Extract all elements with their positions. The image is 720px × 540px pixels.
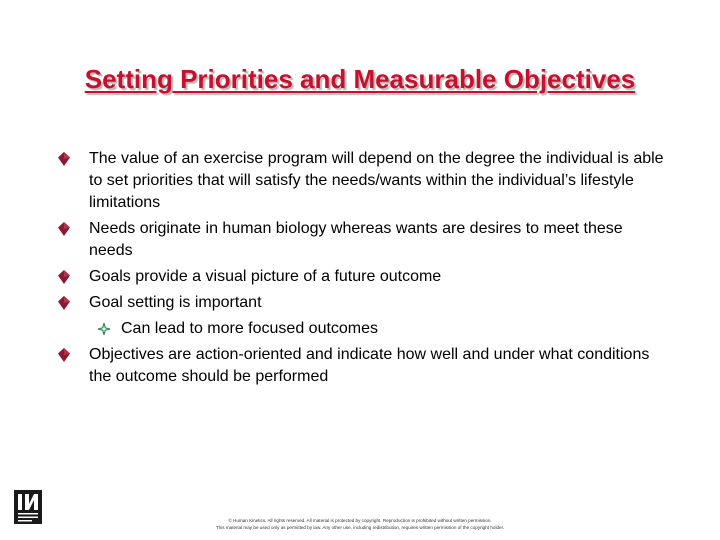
diamond-bullet-icon bbox=[58, 152, 70, 166]
bullet-item bbox=[58, 344, 668, 388]
sub-bullet-text: Can lead to more focused outcomes bbox=[121, 320, 379, 337]
bullet-text: Goals provide a visual picture of a future outcome bbox=[89, 268, 442, 285]
four-point-star-bullet-icon bbox=[98, 323, 110, 335]
diamond-bullet-icon bbox=[58, 296, 70, 310]
bullet-text: Goal setting is important bbox=[89, 294, 262, 311]
sub-bullet-item bbox=[58, 318, 668, 340]
bullet-item bbox=[58, 292, 668, 314]
footer-line: © Human Kinetics. All rights reserved. All material is protected by copyright. Reproduction is prohibited without written permission. bbox=[228, 518, 492, 523]
bullet-item bbox=[58, 266, 668, 288]
bullet-text: The value of an exercise program will depend on the degree the individual is able to set priorities that will satisfy the needs/wants within the individual’s lifestyle limitations bbox=[89, 150, 664, 211]
bullet-item bbox=[58, 218, 668, 262]
slide-title: Setting Priorities and Measurable Objectives bbox=[84, 64, 636, 94]
diamond-bullet-icon bbox=[58, 270, 70, 284]
diamond-bullet-icon bbox=[58, 348, 70, 362]
bullet-list bbox=[58, 148, 668, 392]
footer-line: This material may be used only as permitted by law. Any other use, including redistribution, requires written permission of the copyright holder. bbox=[215, 525, 505, 530]
bullet-item bbox=[58, 148, 668, 214]
bullet-text: Needs originate in human biology whereas wants are desires to meet these needs bbox=[89, 220, 623, 259]
copyright-footer bbox=[60, 517, 660, 531]
diamond-bullet-icon bbox=[58, 222, 70, 236]
publisher-logo-icon bbox=[14, 490, 42, 524]
bullet-text: Objectives are action-oriented and indicate how well and under what conditions the outcome should be performed bbox=[89, 346, 650, 385]
